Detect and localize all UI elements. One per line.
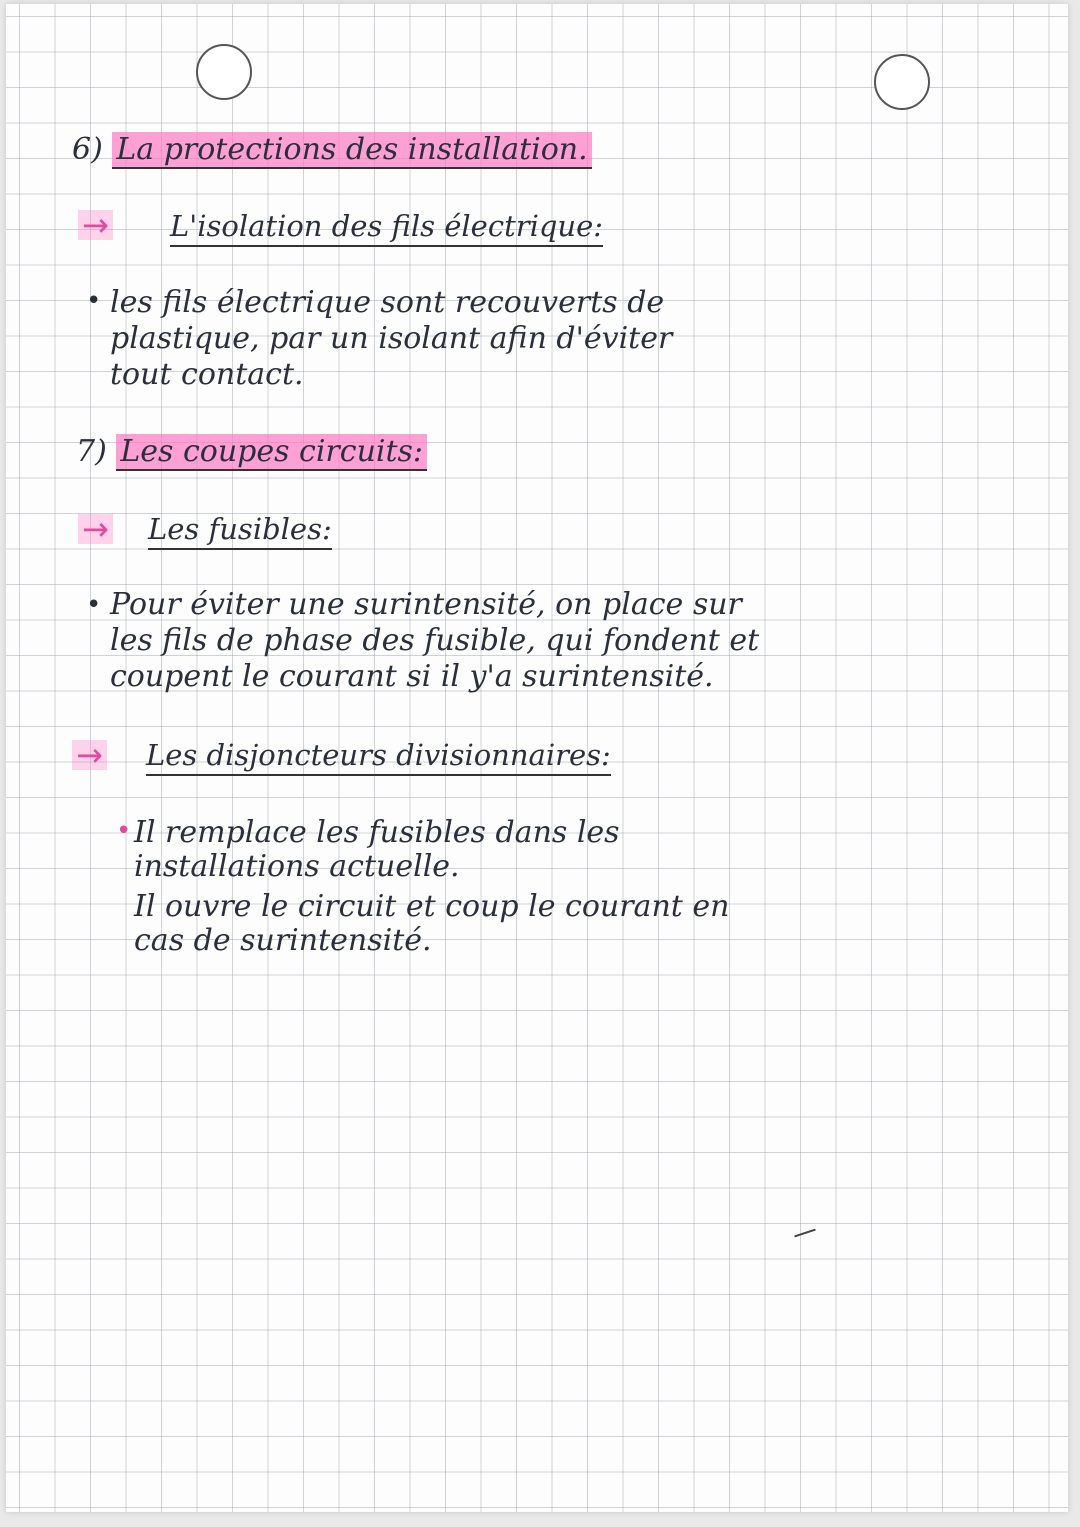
subheading-fusibles [148,512,332,546]
paragraph-line: les fils de phase des fusible, qui fondent et [110,623,760,658]
subheading-isolation-text: L'isolation des fils électrique: [170,209,603,247]
paragraph-line: installations actuelle. [134,849,460,884]
section-7-title: Les coupes circuits: [116,434,427,471]
section-7-number: 7) [76,434,107,469]
bullet-icon: • [116,816,132,846]
bullet-icon: • [86,590,102,620]
paragraph-line: Il remplace les fusibles dans les [134,815,620,850]
arrow-icon: → [78,210,113,240]
subheading-isolation [170,209,603,243]
subheading-disjoncteurs-text: Les disjoncteurs divisionnaires: [146,738,611,776]
punch-hole-right [874,54,930,110]
paragraph-line: les fils électrique sont recouverts de [110,285,665,320]
paragraph-line: tout contact. [110,357,304,392]
paragraph-line: coupent le courant si il y'a surintensité. [110,659,714,694]
section-6-heading [72,132,592,167]
section-7-heading [76,434,427,469]
paragraph-line: Il ouvre le circuit et coup le courant en [134,889,730,924]
pen-mark [794,1229,816,1238]
arrow-icon: → [78,514,113,544]
punch-hole-left [196,44,252,100]
arrow-icon: → [72,740,107,770]
bullet-icon: • [86,286,102,316]
section-6-title: La protections des installation. [112,132,591,169]
grid-paper-sheet [6,4,1068,1512]
paragraph-line: Pour éviter une surintensité, on place sur [110,587,742,622]
paragraph-line: plastique, par un isolant afin d'éviter [110,321,673,356]
paragraph-line: cas de surintensité. [134,923,432,958]
subheading-fusibles-text: Les fusibles: [148,512,332,550]
section-6-number: 6) [72,132,103,167]
subheading-disjoncteurs [146,738,611,772]
